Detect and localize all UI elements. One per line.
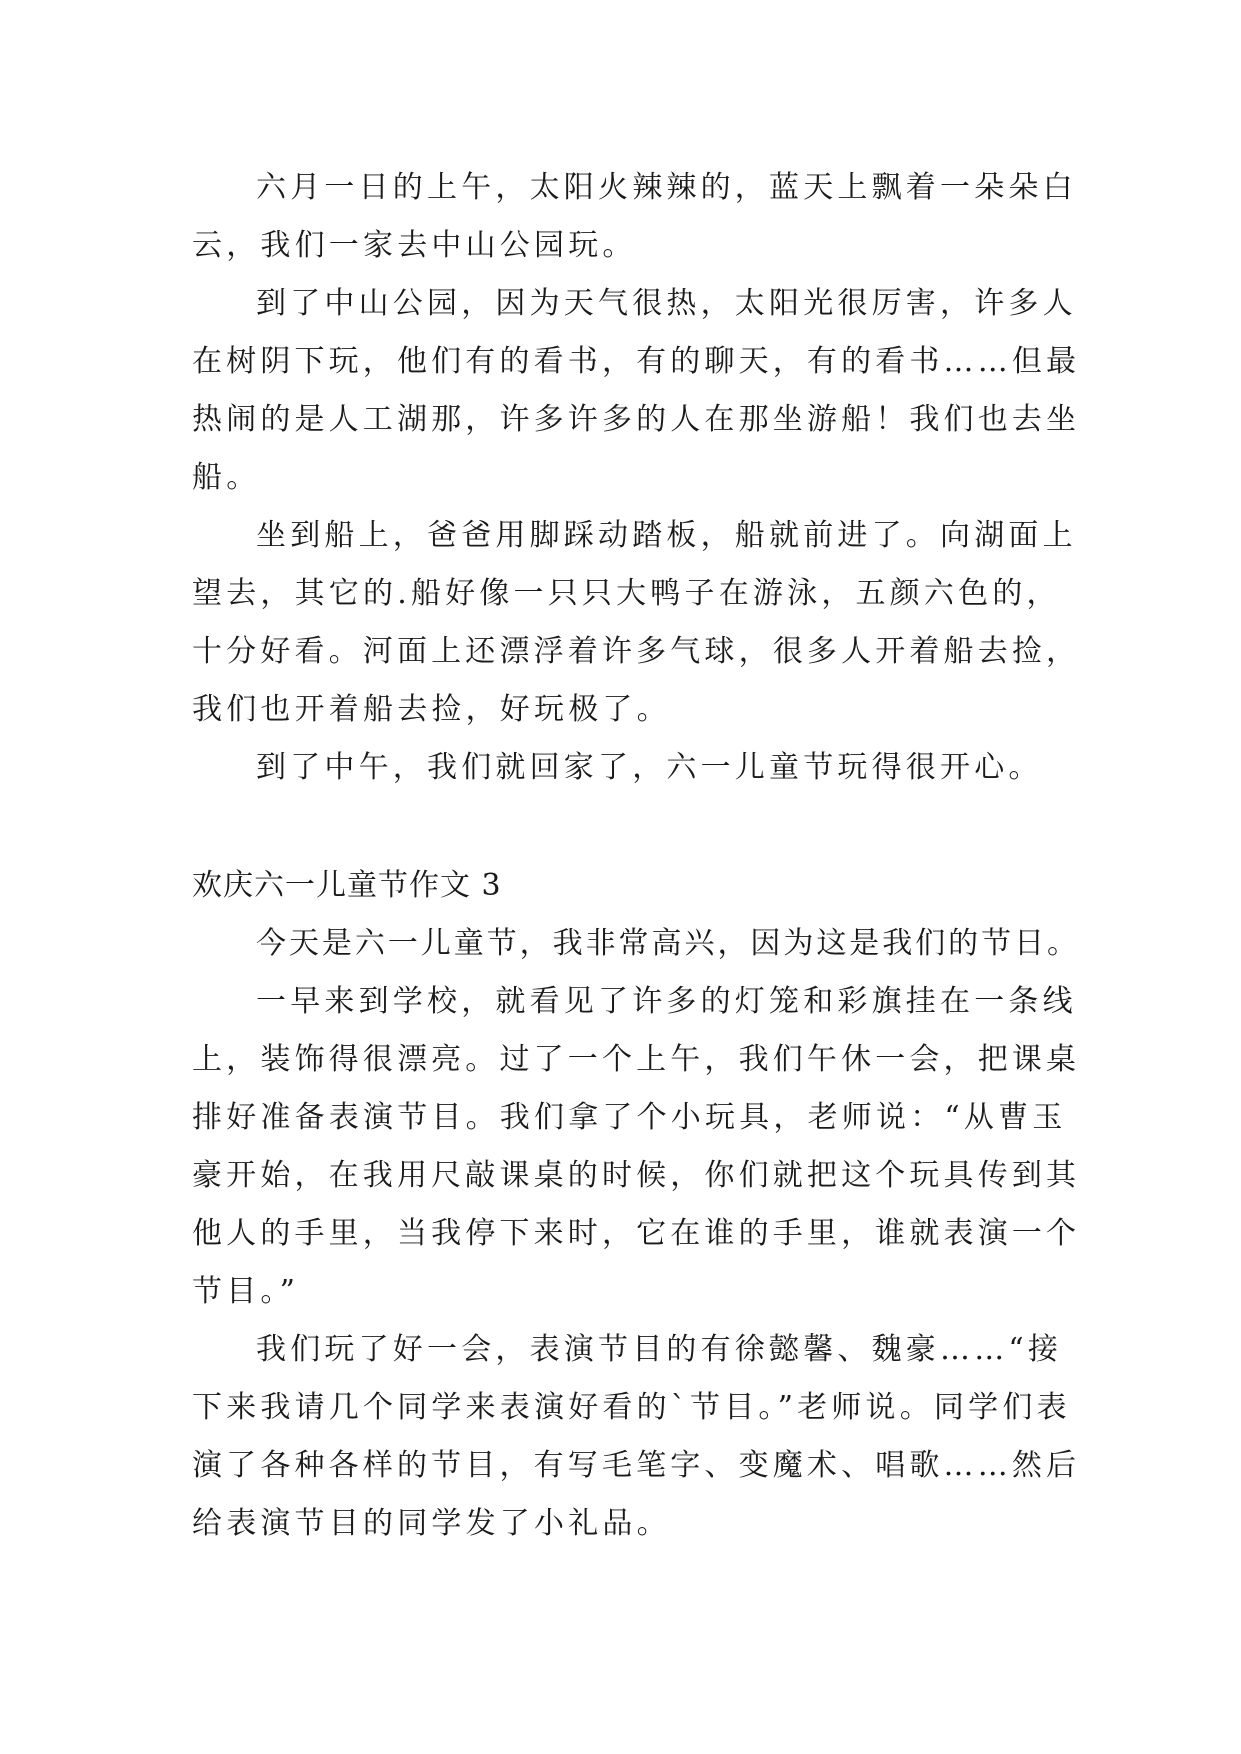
paragraph-6-line-2: 上，装饰得很漂亮。过了一个上午，我们午休一会，把课桌 [192,1042,1081,1077]
paragraph-6-line-1: 一早来到学校，就看见了许多的灯笼和彩旗挂在一条线 [256,984,1077,1019]
paragraph-1-line-2: 云，我们一家去中山公园玩。 [192,228,637,263]
paragraph-6-line-4: 豪开始，在我用尺敲课桌的时候，你们就把这个玩具传到其 [192,1158,1081,1193]
section-heading: 欢庆六一儿童节作文 3 [192,868,502,903]
paragraph-5-line-1: 今天是六一儿童节，我非常高兴，因为这是我们的节日。 [256,926,1080,961]
paragraph-7-line-1: 我们玩了好一会，表演节目的有徐懿馨、魏豪……“接 [256,1332,1063,1367]
paragraph-3-line-2: 望去，其它的.船好像一只只大鸭子在游泳，五颜六色的， [192,576,1061,611]
paragraph-2-line-2: 在树阴下玩，他们有的看书，有的聊天，有的看书……但最 [192,344,1081,379]
paragraph-7-line-3: 演了各种各样的节目，有写毛笔字、变魔术、唱歌……然后 [192,1448,1081,1483]
paragraph-1-line-1: 六月一日的上午，太阳火辣辣的，蓝天上飘着一朵朵白 [256,170,1077,205]
paragraph-3-line-4: 我们也开着船去捡，好玩极了。 [192,692,671,727]
paragraph-6-line-6: 节目。” [192,1274,300,1309]
paragraph-3-line-1: 坐到船上，爸爸用脚踩动踏板，船就前进了。向湖面上 [256,518,1077,553]
paragraph-6-line-5: 他人的手里，当我停下来时，它在谁的手里，谁就表演一个 [192,1216,1081,1251]
paragraph-4-line-1: 到了中午，我们就回家了，六一儿童节玩得很开心。 [256,750,1043,785]
paragraph-3-line-3: 十分好看。河面上还漂浮着许多气球，很多人开着船去捡， [192,634,1081,669]
paragraph-7-line-2: 下来我请几个同学来表演好看的`节目。”老师说。同学们表 [192,1390,1071,1425]
paragraph-2-line-4: 船。 [192,460,261,495]
paragraph-6-line-3: 排好准备表演节目。我们拿了个小玩具，老师说：“从曹玉 [192,1100,1067,1135]
paragraph-2-line-1: 到了中山公园，因为天气很热，太阳光很厉害，许多人 [256,286,1077,321]
paragraph-2-line-3: 热闹的是人工湖那，许多许多的人在那坐游船！我们也去坐 [192,402,1081,437]
paragraph-7-line-4: 给表演节目的同学发了小礼品。 [192,1506,671,1541]
